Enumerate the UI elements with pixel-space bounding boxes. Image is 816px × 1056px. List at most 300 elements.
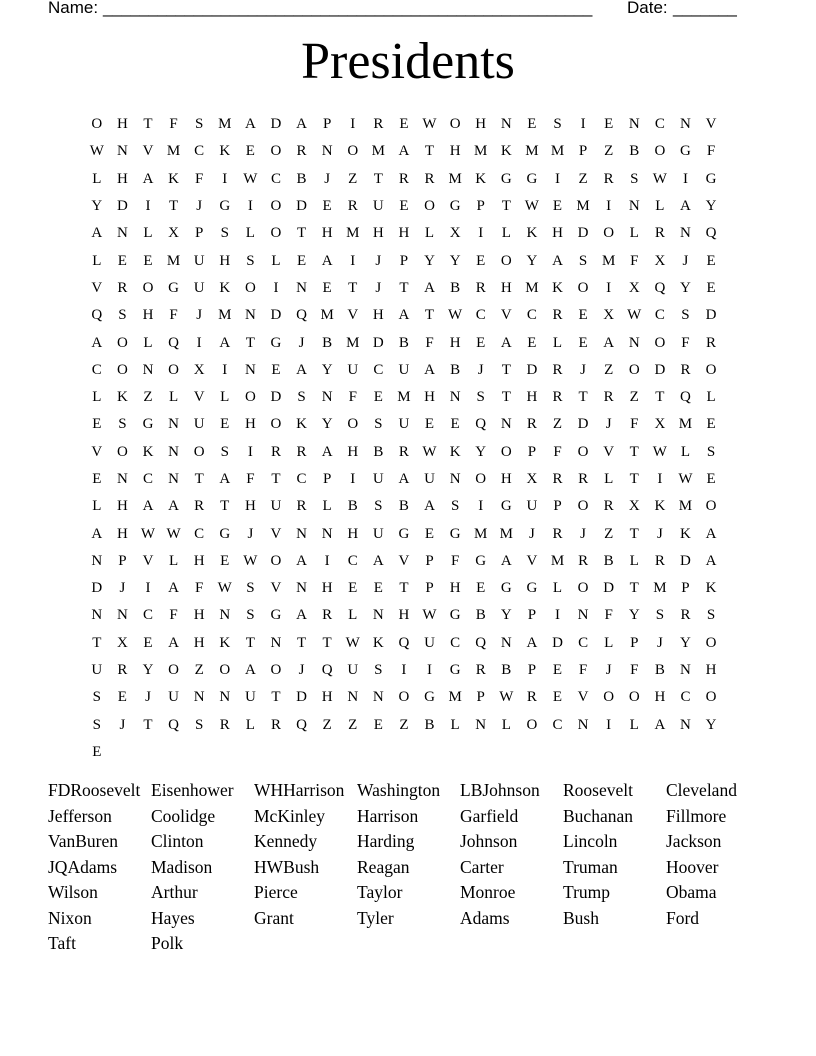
grid-cell: Y — [526, 252, 538, 269]
grid-cell: P — [527, 662, 537, 679]
grid-cell: Q — [91, 307, 103, 324]
grid-cell: L — [629, 225, 639, 242]
grid-cell: R — [424, 170, 435, 187]
grid-cell: E — [476, 580, 486, 597]
grid-cell: A — [424, 498, 435, 515]
grid-cell: T — [220, 498, 230, 515]
grid-cell: V — [91, 443, 103, 460]
grid-cell: O — [91, 116, 103, 133]
grid-cell: G — [475, 552, 487, 569]
grid-cell: J — [298, 662, 305, 679]
grid-cell: V — [398, 552, 410, 569]
word-list-item: Eisenhower — [151, 780, 234, 800]
grid-cell: R — [680, 361, 691, 378]
grid-cell: R — [680, 607, 691, 624]
grid-cell: V — [193, 389, 205, 406]
grid-cell: O — [705, 634, 717, 651]
grid-cell: B — [629, 143, 640, 160]
grid-cell: S — [681, 307, 690, 324]
grid-cell: M — [678, 498, 693, 515]
grid-cell: R — [552, 525, 563, 542]
grid-cell: W — [422, 116, 437, 133]
grid-cell: H — [116, 170, 128, 187]
grid-cell: K — [449, 443, 461, 460]
grid-cell: J — [196, 307, 203, 324]
word-list-item: Harding — [357, 831, 415, 851]
grid-cell: V — [526, 552, 538, 569]
grid-cell: G — [449, 198, 461, 215]
grid-cell: U — [424, 471, 435, 487]
grid-cell: A — [398, 143, 410, 160]
grid-cell: M — [218, 307, 232, 324]
grid-cell: R — [552, 471, 563, 487]
grid-cell: O — [628, 361, 640, 378]
grid-cell: A — [424, 279, 435, 296]
grid-cell: E — [373, 389, 383, 406]
grid-cell: T — [271, 471, 281, 487]
grid-cell: O — [244, 279, 256, 296]
grid-cell: T — [168, 198, 179, 215]
grid-cell: F — [169, 307, 178, 324]
grid-cell: Y — [449, 252, 461, 269]
grid-cell: E — [296, 252, 307, 269]
grid-cell: T — [501, 361, 511, 378]
grid-cell: X — [193, 361, 205, 378]
grid-cell: R — [270, 443, 281, 460]
grid-cell: S — [246, 252, 255, 269]
grid-cell: H — [193, 552, 205, 569]
grid-cell: N — [680, 662, 691, 679]
grid-cell: D — [705, 307, 717, 324]
grid-cell: Q — [680, 389, 691, 406]
grid-cell: W — [345, 634, 360, 651]
grid-cell: J — [477, 361, 484, 378]
grid-cell: L — [629, 552, 639, 569]
grid-cell: N — [680, 225, 691, 242]
grid-cell: X — [654, 252, 666, 269]
grid-cell: E — [322, 279, 332, 296]
grid-cell: K — [168, 170, 179, 187]
grid-cell: W — [652, 443, 667, 460]
grid-cell: Z — [348, 170, 358, 187]
grid-cell: E — [578, 334, 588, 351]
grid-cell: U — [398, 361, 410, 378]
word-list-item: Grant — [254, 907, 294, 928]
grid-cell: R — [398, 170, 409, 187]
grid-cell: L — [245, 225, 255, 242]
grid-cell: N — [296, 580, 307, 597]
word-list-item: Hoover — [666, 856, 719, 877]
grid-cell: I — [222, 170, 228, 187]
grid-cell: A — [321, 443, 333, 460]
grid-cell: G — [219, 525, 231, 542]
grid-cell: G — [270, 334, 282, 351]
grid-cell: H — [475, 116, 487, 133]
grid-cell: L — [92, 389, 102, 406]
grid-cell: U — [193, 279, 205, 296]
grid-cell: I — [222, 361, 228, 378]
grid-cell: R — [578, 552, 589, 569]
grid-cell: G — [449, 607, 461, 624]
grid-cell: W — [217, 580, 232, 597]
grid-cell: H — [500, 279, 512, 296]
grid-cell: P — [630, 634, 639, 651]
grid-cell: S — [553, 116, 562, 133]
grid-cell: T — [296, 634, 307, 651]
grid-cell: G — [270, 607, 282, 624]
grid-cell: Z — [604, 525, 614, 542]
grid-cell: R — [296, 143, 307, 160]
grid-cell: P — [425, 580, 434, 597]
grid-cell: A — [244, 116, 256, 133]
grid-cell: V — [91, 279, 103, 296]
grid-cell: E — [552, 662, 563, 679]
grid-cell: U — [91, 662, 103, 679]
grid-cell: I — [554, 607, 560, 624]
grid-cell: U — [372, 525, 384, 542]
grid-cell: Q — [398, 634, 410, 651]
grid-cell: E — [424, 525, 435, 542]
grid-cell: C — [91, 361, 102, 378]
grid-cell: R — [552, 307, 563, 324]
grid-cell: A — [91, 334, 103, 351]
grid-cell: O — [270, 225, 282, 242]
grid-cell: B — [296, 170, 307, 187]
grid-cell: B — [475, 607, 486, 624]
word-list-item: Jackson — [666, 831, 722, 851]
grid-cell: S — [92, 689, 101, 706]
grid-cell: Q — [168, 334, 179, 351]
grid-cell: E — [706, 471, 716, 487]
grid-cell: Z — [143, 389, 153, 406]
grid-cell: T — [143, 116, 153, 133]
grid-cell: E — [92, 471, 102, 487]
grid-cell: A — [142, 498, 154, 515]
grid-cell: N — [116, 225, 128, 242]
grid-cell: H — [500, 471, 512, 487]
grid-cell: F — [630, 252, 639, 269]
grid-cell: X — [168, 225, 179, 242]
grid-cell: V — [142, 143, 154, 160]
word-list-item: Madison — [151, 856, 213, 877]
grid-cell: I — [606, 716, 612, 733]
word-list-item: Arthur — [151, 882, 198, 902]
word-list-item: Tyler — [357, 907, 394, 928]
grid-cell: W — [499, 689, 514, 706]
grid-cell: C — [578, 634, 589, 651]
grid-cell: D — [577, 416, 589, 433]
grid-cell: J — [375, 252, 382, 269]
grid-cell: I — [273, 279, 279, 296]
grid-cell: N — [628, 198, 640, 215]
grid-cell: K — [219, 634, 231, 651]
grid-cell: G — [500, 580, 512, 597]
grid-cell: I — [145, 198, 151, 215]
grid-cell: C — [194, 525, 205, 542]
grid-cell: M — [653, 580, 667, 597]
grid-cell: H — [116, 525, 128, 542]
grid-cell: N — [116, 143, 128, 160]
grid-cell: D — [680, 552, 691, 569]
word-list-item: Jefferson — [48, 805, 112, 826]
grid-cell: E — [706, 279, 716, 296]
grid-cell: B — [654, 662, 665, 679]
grid-cell: D — [270, 307, 282, 324]
grid-cell: N — [449, 389, 461, 406]
grid-cell: K — [705, 580, 717, 597]
grid-cell: R — [552, 389, 563, 406]
word-list-item: HWBush — [254, 856, 320, 877]
grid-cell: O — [347, 416, 359, 433]
grid-cell: F — [681, 334, 690, 351]
grid-cell: D — [603, 580, 615, 597]
grid-cell: R — [219, 716, 230, 733]
grid-cell: N — [347, 689, 359, 706]
word-list-item: VanBuren — [48, 831, 118, 851]
grid-cell: N — [680, 716, 691, 733]
grid-cell: K — [372, 634, 384, 651]
grid-cell: N — [372, 689, 384, 706]
grid-cell: S — [706, 443, 716, 460]
word-list-item: Polk — [151, 933, 184, 953]
grid-cell: E — [604, 116, 614, 133]
grid-cell: A — [219, 334, 231, 351]
grid-cell: N — [321, 525, 333, 542]
grid-cell: Y — [321, 361, 333, 378]
grid-cell: N — [116, 471, 128, 487]
grid-cell: X — [628, 498, 640, 515]
grid-cell: M — [474, 525, 488, 542]
grid-cell: R — [475, 279, 486, 296]
grid-cell: U — [270, 498, 282, 515]
grid-cell: C — [450, 634, 461, 651]
grid-cell: Q — [654, 279, 666, 296]
grid-cell: P — [476, 198, 485, 215]
grid-cell: S — [195, 116, 204, 133]
grid-cell: S — [220, 225, 229, 242]
grid-cell: E — [373, 716, 383, 733]
grid-cell: T — [271, 689, 281, 706]
grid-cell: L — [629, 716, 639, 733]
grid-cell: T — [296, 225, 307, 242]
grid-cell: Y — [705, 716, 717, 733]
grid-cell: C — [296, 471, 307, 487]
grid-cell: L — [322, 498, 332, 515]
grid-cell: G — [449, 662, 461, 679]
grid-cell: A — [91, 225, 103, 242]
grid-cell: R — [398, 443, 409, 460]
word-list-item: McKinley — [254, 805, 325, 826]
grid-cell: R — [706, 334, 717, 351]
grid-cell: L — [450, 716, 460, 733]
grid-cell: F — [450, 552, 460, 569]
grid-cell: L — [552, 580, 563, 597]
grid-cell: Y — [628, 607, 640, 624]
grid-cell: H — [321, 689, 333, 706]
grid-cell: S — [92, 716, 101, 733]
grid-cell: C — [475, 307, 486, 324]
grid-cell: V — [347, 307, 359, 324]
grid-cell: A — [168, 634, 179, 651]
word-list-item: Hayes — [151, 907, 195, 928]
grid-cell: R — [347, 198, 358, 215]
grid-cell: I — [554, 170, 560, 187]
grid-cell: O — [577, 580, 589, 597]
grid-cell: T — [399, 279, 409, 296]
grid-cell: N — [500, 416, 512, 433]
grid-cell: Q — [705, 225, 717, 242]
grid-cell: A — [219, 471, 231, 487]
grid-cell: Y — [705, 198, 717, 215]
grid-cell: N — [244, 307, 256, 324]
grid-cell: E — [373, 580, 383, 597]
grid-cell: O — [705, 689, 717, 706]
grid-cell: L — [220, 389, 230, 406]
grid-cell: T — [245, 334, 255, 351]
grid-cell: C — [142, 471, 153, 487]
grid-cell: H — [219, 252, 231, 269]
grid-cell: M — [320, 307, 334, 324]
grid-cell: G — [142, 416, 154, 433]
grid-cell: U — [398, 416, 410, 433]
grid-cell: E — [424, 416, 435, 433]
grid-cell: A — [91, 525, 103, 542]
grid-cell: I — [478, 498, 484, 515]
grid-cell: M — [166, 143, 181, 160]
word-list-item: Reagan — [357, 856, 410, 877]
grid-cell: G — [398, 525, 410, 542]
grid-cell: F — [195, 580, 204, 597]
grid-cell: W — [678, 471, 693, 487]
grid-cell: M — [678, 416, 693, 433]
grid-cell: G — [219, 198, 231, 215]
grid-cell: F — [425, 334, 434, 351]
word-list-item: Taft — [48, 933, 76, 953]
grid-cell: R — [654, 225, 665, 242]
grid-cell: O — [347, 143, 359, 160]
grid-cell: Y — [475, 443, 487, 460]
grid-cell: A — [654, 716, 666, 733]
grid-cell: J — [605, 416, 612, 433]
grid-cell: D — [296, 689, 307, 706]
word-list-item: Taylor — [357, 882, 403, 902]
grid-cell: E — [706, 416, 716, 433]
grid-cell: O — [270, 198, 282, 215]
name-label: Name: — [48, 0, 99, 17]
grid-cell: U — [347, 361, 359, 378]
grid-cell: L — [168, 389, 179, 406]
grid-cell: G — [705, 170, 717, 187]
word-list-item: Johnson — [460, 831, 518, 851]
grid-cell: N — [321, 143, 333, 160]
grid-cell: I — [350, 116, 356, 133]
grid-cell: C — [194, 143, 205, 160]
grid-cell: T — [373, 170, 383, 187]
grid-cell: T — [92, 634, 102, 651]
grid-cell: M — [346, 225, 360, 242]
grid-cell: Y — [680, 279, 691, 296]
grid-cell: K — [296, 416, 307, 433]
grid-cell: J — [605, 662, 612, 679]
grid-cell: F — [630, 416, 639, 433]
grid-cell: N — [321, 389, 333, 406]
grid-cell: Z — [604, 143, 614, 160]
grid-cell: H — [552, 225, 563, 242]
grid-cell: B — [373, 443, 384, 460]
grid-cell: P — [425, 552, 434, 569]
word-list-item: Pierce — [254, 882, 298, 902]
grid-cell: V — [705, 116, 717, 133]
grid-cell: E — [92, 416, 102, 433]
grid-cell: U — [347, 662, 359, 679]
grid-cell: N — [116, 607, 128, 624]
word-list-item: Lincoln — [563, 831, 618, 851]
grid-cell: D — [270, 389, 282, 406]
grid-cell: B — [450, 361, 461, 378]
grid-cell: F — [348, 389, 357, 406]
grid-cell: L — [706, 389, 716, 406]
grid-cell: S — [118, 307, 127, 324]
grid-cell: K — [552, 279, 563, 296]
grid-cell: O — [705, 361, 717, 378]
word-list-item: Kennedy — [254, 831, 318, 851]
grid-cell: H — [321, 225, 333, 242]
grid-cell: S — [195, 716, 204, 733]
grid-cell: W — [448, 307, 463, 324]
grid-cell: L — [501, 225, 511, 242]
grid-cell: R — [296, 498, 307, 515]
grid-cell: N — [577, 607, 589, 624]
grid-cell: C — [142, 607, 153, 624]
grid-cell: S — [374, 498, 383, 515]
grid-cell: N — [219, 689, 231, 706]
grid-cell: E — [143, 252, 153, 269]
grid-cell: I — [606, 279, 612, 296]
grid-cell: M — [525, 143, 539, 160]
grid-cell: D — [270, 116, 282, 133]
grid-cell: N — [193, 689, 205, 706]
grid-cell: M — [602, 252, 616, 269]
grid-cell: N — [680, 116, 691, 133]
grid-cell: L — [604, 471, 614, 487]
grid-cell: C — [552, 716, 563, 733]
grid-cell: Y — [680, 634, 691, 651]
grid-cell: T — [629, 580, 639, 597]
grid-cell: T — [629, 443, 639, 460]
word-list-item: LBJohnson — [460, 780, 540, 800]
grid-cell: A — [296, 116, 307, 133]
grid-cell: S — [118, 416, 127, 433]
grid-cell: O — [577, 443, 589, 460]
grid-cell: W — [140, 525, 156, 542]
grid-cell: K — [526, 225, 538, 242]
grid-cell: O — [449, 116, 461, 133]
grid-cell: A — [244, 662, 256, 679]
grid-cell: A — [500, 334, 512, 351]
grid-cell: R — [552, 361, 563, 378]
grid-cell: J — [528, 525, 535, 542]
grid-cell: M — [550, 143, 565, 160]
word-list-item: Roosevelt — [563, 780, 633, 800]
grid-cell: I — [196, 334, 202, 351]
grid-cell: C — [654, 307, 665, 324]
grid-cell: H — [449, 580, 461, 597]
grid-cell: J — [580, 361, 586, 378]
grid-cell: O — [244, 389, 256, 406]
grid-cell: J — [145, 689, 151, 706]
grid-cell: N — [168, 443, 179, 460]
grid-cell: I — [145, 580, 151, 597]
